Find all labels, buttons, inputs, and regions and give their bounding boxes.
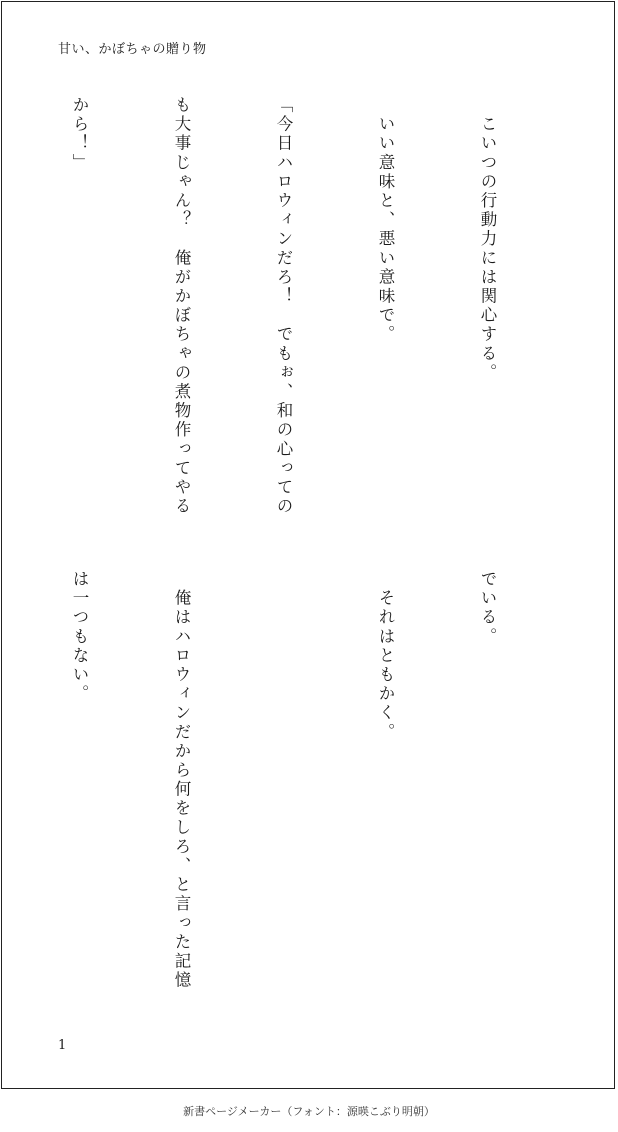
text-line: それはともかく。 — [376, 570, 395, 742]
page-frame — [1, 1, 615, 1089]
text-line: いい意味と、悪い意味で。 — [376, 96, 395, 345]
text-block-top — [52, 96, 572, 516]
text-line: も大事じゃん？ 俺がかぼちゃの煮物作ってやる — [172, 96, 191, 517]
text-line: 俺はハロウィンだから何をしろ、と言った記憶 — [172, 570, 191, 991]
blank-line — [266, 570, 300, 990]
footer-credit: 新書ページメーカー（フォント：源暎こぶり明朝） — [183, 1105, 435, 1118]
page-header-title: 甘い、かぼちゃの贈り物 — [58, 42, 207, 57]
text-line: は一つもない。 — [70, 570, 89, 704]
page-number: 1 — [58, 1038, 67, 1053]
text-line: でいる。 — [478, 570, 497, 647]
text-line: 「今日ハロウィンだろ！ でもぉ、和の心っての — [274, 96, 293, 517]
text-block-bottom — [52, 570, 572, 990]
text-line: こいつの行動力には関心する。 — [478, 96, 497, 383]
text-line: から！」 — [70, 96, 89, 173]
